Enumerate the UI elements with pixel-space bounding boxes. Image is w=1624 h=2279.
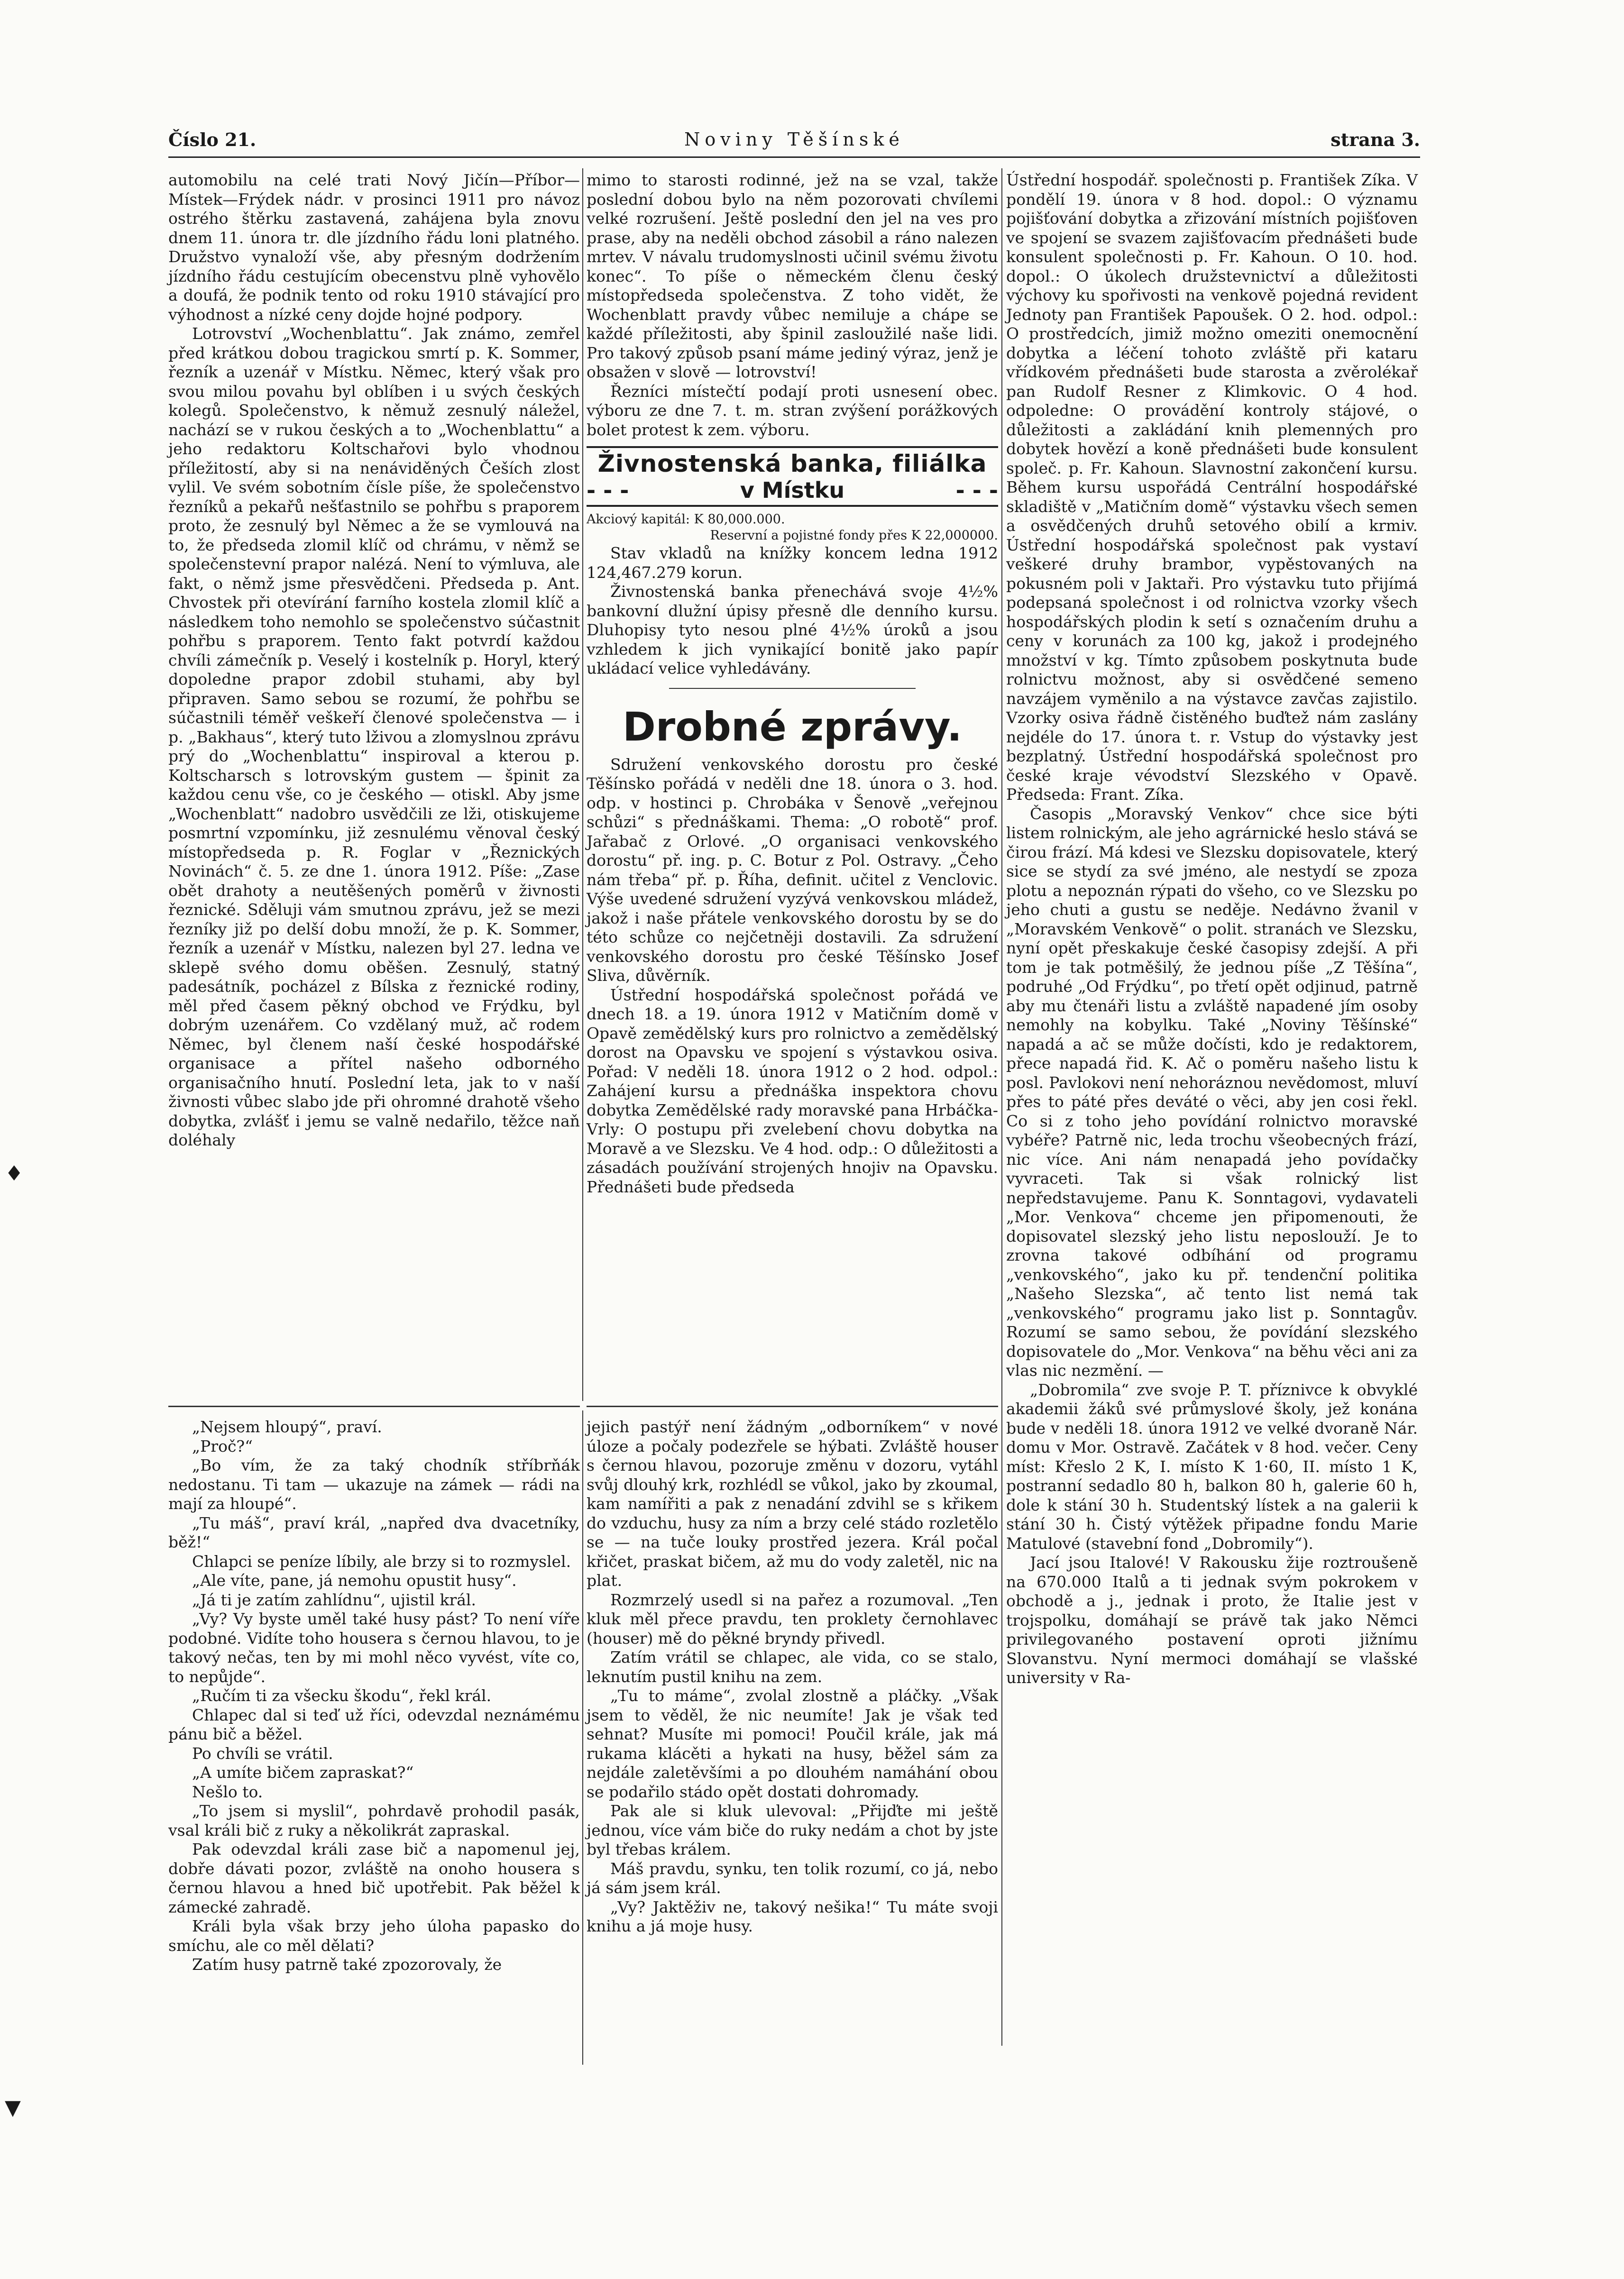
page-header: [168, 124, 1420, 153]
feuilleton-line: Zatím vrátil se chlapec, ale vida, co se stalo, leknutím pustil knihu na zem.: [587, 1648, 998, 1686]
column-divider-lower: [582, 1410, 583, 2065]
article-continuation: mimo to starosti rodinné, jež na se vzal, takže poslední dobou bylo na něm pozorovati chvílemi velké rozrušení. Ještě poslední den jel na ves pro prase, aby na neděli obchod zásobil a ráno nalezen mrtev. V návalu trudomyslnosti učinil svému životu konec“. To píše o německém členu český místopředseda společenstva. Z toho vidět, že Wochenblatt pravdy vůbec nemiluje a chápe se každé příležitosti, aby špinil zasloužilé naše lidi. Pro takový způsob psaní máme jediný výraz, jenž je obsažen v slově — lotrovství!: [587, 171, 998, 381]
column-3: [1006, 171, 1418, 2067]
feuilleton-line: „Tu máš“, praví král, „napřed dva dvacetníky, běž!“: [168, 1513, 580, 1551]
feuilleton-rule-right: [587, 1406, 998, 1407]
article-kurs-continuation: Ústřední hospodář. společnosti p. František Zíka. V pondělí 19. února v 8 hod. dopol.: O významu pojišťování dobytka a zřizování místních pojišťoven ve spojení se svazem zajišťovacím přednášeti bude konsulent společnosti p. Fr. Kahoun. O 10. hod. dopol.: O úkolech družstevnictví a důležitosti výchovy ku spořivosti na venkově pojedná revident Jednoty pan František Papoušek. O 2. hod. odpol.: O prostředcích, jimiž možno omeziti onemocnění dobytka a léčení tohoto zvláště při kataru vřídkovém přednášeti bude starosta a zvěrolékař pan Rudolf Resner z Klimkovic. O 4 hod. odpoledne: O provádění kontroly stájové, o důležitosti a zakládání knih plemenných pro dobytek hovězí a koně přednášeti bude konsulent společ. p. Fr. Kahoun. Slavnostní zakončení kursu. Během kursu uspořádá Centrální hospodářské skladiště v „Matičním domě“ výstavku všech semen a osvědčených druhů setového obilí a krmiv. Ústřední hospodářská společnost pak vystaví veškeré druhy brambor, vypěstovaných na pokusném poli v Jaktaři. Pro výstavku tuto přijímá podepsaná společnost i od rolnictva vzorky všech hospodářských plodin k setí s označením druhu a ceny v korunách za 100 kg, jakož i prodejného množství v kg. Tímto způsobem poskytnuta bude rolnictvu možnost, aby si osvědčené semeno navzájem vyměnilo a na výstavce zavčas zajistilo. Vzorky osiva řádně čistěného buďtež nám zaslány nejdéle do 17. února t. r. Vstup do výstavky jest bezplatný. Ústřední hospodářská společnost pro české kraje vévodství Slezského v Opavě. Předseda: Frant. Zíka.: [1006, 171, 1418, 804]
feuilleton-line: Pak ale si kluk ulevoval: „Přijďte mi ještě jednou, více vám biče do ruky nedám a chot by jste byl třebas králem.: [587, 1802, 998, 1858]
feuilleton-line: „A umíte bičem zapraskat?“: [192, 1763, 414, 1782]
feuilleton-line: „Vy? Vy byste uměl také husy pást? To není víře podobné. Vidíte toho housera s černou hlavou, to je takový nečas, ten by mi mohl něco vyvést, víte co, to nepůjde“.: [168, 1610, 580, 1686]
dash-right: - - -: [955, 477, 998, 503]
feuilleton-line: Králi byla však brzy jeho úloha papasko do smíchu, ale co měl dělati?: [168, 1917, 580, 1955]
feuilleton-right: [587, 1418, 998, 1936]
article-reznici: Řezníci místečtí podají proti usnesení obec. výboru ze dne 7. t. m. stran zvýšení porážkových bolet protest k zem. výboru.: [587, 382, 998, 439]
feuilleton-line: „Ručím ti za všecku škodu“, řekl král.: [192, 1686, 492, 1705]
feuilleton-left: [168, 1418, 580, 1975]
bank-bonds: Živnostenská banka přenechává svoje 4½% bankovní dlužní úpisy přesně dle denního kursu. Dluhopisy tyto nesou plné 4½% úroků a jsou vzhledem k jich vynikající bonitě jako papír ukládací velice vyhledávány.: [587, 582, 998, 677]
column-1: [168, 171, 580, 1380]
article-ustredni: Ústřední hospodářská společnost pořádá ve dnech 18. a 19. února 1912 v Matičním domě v Opavě zemědělský kurs pro rolnictvo a zemědělský dorost na Opavsku ve spojení s výstavkou osiva. Pořad: V neděli 18. února 1912 o 2 hod. odpol.: Zahájení kursu a přednáška inspektora chovu dobytka Zemědělské rady moravské pana Hrbáčka-Vrly: O postupu při zvelebení chovu dobytka na Moravě a ve Slezsku. Ve 4 hod. odp.: O důležitosti a zásadách používání strojených hnojiv na Opavsku. Přednášeti bude předseda: [587, 985, 998, 1196]
issue-number: Číslo 21.: [168, 129, 257, 150]
dash-left: - - -: [587, 477, 629, 503]
feuilleton-line: Nešlo to.: [192, 1782, 263, 1801]
bank-capital: Akciový kapitál: K 80,000.000.: [587, 512, 785, 527]
margin-mark-icon: ▼: [5, 2096, 21, 2120]
feuilleton-line: „To jsem si myslil“, pohrdavě prohodil pasák, vsal králi bič z ruky a několikrát zapraskal.: [168, 1802, 580, 1840]
feuilleton-line: Chlapec dal si teď už říci, odevzdal neznámému pánu bič a běžel.: [168, 1705, 580, 1743]
feuilleton-line: Pak odevzdal králi zase bič a napomenul jej, dobře dávati pozor, zvláště na onoho housera s černou hlavou a hned bič upotřebit. Pak běžel k zámecké zahradě.: [168, 1840, 580, 1916]
bank-advert: [587, 446, 998, 507]
article-moravsky-venkov: Časopis „Moravský Venkov“ chce sice býti listem rolnickým, ale jeho agrárnické heslo stává se čirou frází. Má kdesi ve Slezsku dopisovatele, který sice se stydí za své jméno, ale nestydí se zpoza plotu a nepoznán rýpati do všeho, co ve Slezsku po jeho chuti a gustu se neděje. Nedávno žvanil v „Moravském Venkově“ o polit. stranách ve Slezsku, nyní opět přeskakuje české časopisy zdejší. A při tom je tak potměšilý, že jednou píše „Z Těšína“, podruhé „Od Frýdku“, po třetí opět odjinud, patrně aby mu čtenáři listu a zvláště napadené jím osoby nemohly na kobylku. Také „Noviny Těšínské“ napadá a ač se může dočísti, kdo je redaktorem, přece napadá řid. K. Ač o poměru našeho listu k posl. Pavlokovi není nehoráznou nevědomost, mluví přes to páté přes deváté o věci, aby jen cosi řekl. Co si z toho jeho povídání rolnictvo moravské vybéře? Patrně nic, leda trochu všeobecných frází, nic více. Ani nám nenapadá jeho povídačky vyvraceti. Tak si však rolnický list nepředstavujeme. Panu K. Sonntagovi, vydavateli „Mor. Venkova“ chceme jen připomenouti, že dopisovatel slezský jeho listu neposlouží. Je to zrovna takové odbíhání od programu „venkovského“, jako ku př. tendenční politika „Našeho Slezska“, ač tento list nemá tak „venkovského“ programu jako list p. Sonntagův. Rozumí se samo sebou, že povídání slezského dopisovatele do „Mor. Venkova“ na běhu věci ani za vlas nic nezmění. —: [1006, 804, 1418, 1380]
header-rule: [168, 156, 1420, 158]
bank-city: v Místku: [740, 477, 845, 503]
feuilleton-line: „Vy? Jaktěživ ne, takový nešika!“ Tu máte svoji knihu a já moje husy.: [587, 1897, 998, 1935]
article-dobromila: „Dobromila“ zve svoje P. T. příznivce k obvyklé akademii žáků své průmyslové školy, jež konána bude v neděli 18. února 1912 ve velké dvoraně Nár. domu v Mor. Ostravě. Začátek v 8 hod. večer. Ceny míst: Křeslo 2 K, I. místo K 1·60, II. místo 1 K, postranní sedadlo 80 h, balkon 80 h, galerie 60 h, dole k stání 30 h. Studentský lístek a na galerii k stání 30 h. Čistý výtěžek připadne fondu Marie Matulové (stavební fond „Dobromily“).: [1006, 1380, 1418, 1553]
article-sdruzeni: Sdružení venkovského dorostu pro české Těšínsko pořádá v neděli dne 18. února o 3. hod. odp. v hostinci p. Chrobáka v Šenově „veřejnou schůzi“ s přednáškami. Thema: „O robotě“ prof. Jařabač z Orlové. „O organisaci venkovského dorostu“ př. ing. p. C. Botur z Pol. Ostravy. „Čeho nám třeba“ př. p. Říha, definit. učitel z Venclovic. Výše uvedené sdružení vyzývá venkovskou mládež, jakož i naše přátele venkovského dorostu by se do této schůze co nejčetněji dostavili. Za sdružení venkovského dorostu pro české Těšínsko Josef Sliva, důvěrník.: [587, 755, 998, 985]
column-2: [587, 171, 998, 1380]
bank-subtitle: [587, 477, 998, 503]
page-number: strana 3.: [1330, 129, 1420, 150]
separator: [669, 688, 916, 689]
newspaper-title: Noviny Těšínské: [684, 129, 904, 150]
feuilleton-line: Máš pravdu, synku, ten tolik rozumí, co já, nebo já sám jsem král.: [587, 1859, 998, 1897]
bank-deposits: Stav vkladů na knížky koncem ledna 1912 124,467.279 korun.: [587, 544, 998, 582]
feuilleton-line: „Tu to máme“, zvolal zlostně a pláčky. „Však jsem to věděl, že nic neumíte! Jak je však ted sehnat? Musíte mi pomoci! Poučil krále, jak má rukama klácěti a hykati na husy, běžel sám za nejdále zaletěvšími a po dlouhém namáhání obou se podařilo stádo opět dostati dohromady.: [587, 1686, 998, 1801]
column-divider-2: [1001, 168, 1002, 2046]
article-lotrovstvi: Lotrovství „Wochenblattu“. Jak známo, zemřel před krátkou dobou tragickou smrtí p. K. Sommer, řezník a uzenář v Místku. Němec, který však pro svou milou povahu byl oblíben i u svých českých kolegů. Společenstvo, k němuž zesnulý náležel, nachází se v rukou českých a to „Wochenblattu“ a jeho redaktoru Koltschařovi bylo vhodnou příležitostí, aby si na nenáviděných Češích zlost vylil. Ve svém sobotním čísle píše, že společenstvo řezníků a pekařů nešťastnilo se pohřbu s praporem proto, že zesnulý byl Němec a že se vymlouvá na to, že předseda zlomil klíč od chrámu, v němž se společenstevní prapor nalézá. Není to výmluva, ale fakt, o němž jsme přesvědčeni. Předseda p. Ant. Chvostek při otevírání farního kostela zlomil klíč a následkem toho nemohlo se společenstvo súčastnit pohřbu s praporem. Tento fakt potvrdí každou chvíli zámečník p. Veselý i kostelník p. Horyl, který dopoledne prapor zdobil stuhami, aby byl připraven. Samo sebou se rozumí, že pohřbu se súčastnili téměř veškeří členové společenstva — i p. „Bakhaus“, který tuto lživou a zlomyslnou zprávu prý do „Wochenblattu“ inspiroval a kterou p. Koltscharsch s lotrovským gustem — špinit za každou cenu vše, co je českého — otiskl. Aby jsme „Wochenblatt“ nadobro usvědčili ze lži, otiskujeme posmrtní vzpomínku, již zesnulému věnoval český místopředseda p. R. Foglar v „Řeznických Novinách“ č. 5. ze dne 1. února 1912. Píše: „Zase obět drahoty a neutěšených poměrů v živnosti řeznické. Sděluji vám smutnou zprávu, jež se mezi řezníky již po delší dobu množí, že p. K. Sommer, řezník a uzenář v Místku, nalezen byl 27. ledna ve sklepě svého domu oběšen. Zesnulý, statný padesátník, pocházel z Bílska z řeznické rodiny, měl před časem pěkný obchod ve Frýdku, byl dobrým uzenářem. Co vzdělaný muž, ač rodem Němec, byl členem naší české hospodářské organisace a přítel našeho odborného organisačního hnutí. Poslední leta, jak to v naší živnosti vůbec slabo jde při ohromné drahotě všeho dobytka, zvlášť i jemu se valně nedařilo, těžce naň doléhaly: [168, 324, 580, 1149]
article-italove: Jací jsou Italové! V Rakousku žije roztroušeně na 670.000 Italů a ti jednak svým pokrokem v obchodě a j., jednak i proto, že Italie jest v trojspolku, domáhají se právě tak jako Němci privilegovaného postavení oproti jižnímu Slovanstvu. Nyní mermoci domáhají se vlašské university v Ra-: [1006, 1553, 1418, 1687]
feuilleton-line: Chlapci se peníze líbily, ale brzy si to rozmyslel.: [192, 1552, 571, 1571]
bank-reserve: Reservní a pojistné fondy přes K 22,000000.: [710, 528, 998, 543]
feuilleton-line: Zatím husy patrně také zpozorovaly, že: [192, 1955, 502, 1974]
margin-mark-icon: ♦: [5, 1162, 24, 1186]
bank-title: Živnostenská banka, filiálka: [597, 450, 987, 477]
section-heading: Drobné zprávy.: [623, 703, 962, 750]
column-divider-1: [582, 168, 583, 1401]
feuilleton-line: „Bo vím, že za taký chodník stříbrňák nedostanu. Ti tam — ukazuje na zámek — rádi na mají za hloupé“.: [168, 1456, 580, 1513]
article-automobile: automobilu na celé trati Nový Jičín—Příbor—Místek—Frýdek nádr. v prosinci 1911 pro návoz ostrého štěrku zastavená, zahájena byla znovu dnem 11. února tr. dle jízdního řádu loni platného. Družstvo vynaloží vše, aby přesným dodržením jízdního řádu cestujícím obecenstvu plně vyhovělo a doufá, že podnik tento od roku 1910 stávající pro výhodnost a nízké ceny dojde hojné podpory.: [168, 171, 580, 324]
feuilleton-line: „Proč?“: [192, 1437, 253, 1455]
feuilleton-line: Po chvíli se vrátil.: [192, 1744, 333, 1763]
feuilleton-line: „Ale víte, pane, já nemohu opustit husy“.: [192, 1571, 517, 1590]
feuilleton-line: jejich pastýř není žádným „odborníkem“ v nové úloze a počaly podezřele se hýbati. Zvláště houser s černou hlavou, pozoruje změnu v dozoru, vytáhl svůj dlouhý krk, rozhlédl se vůkol, jako by zkoumal, kam namířiti a pak z nenadání zdvihl se s křikem do vzduchu, husy za ním a brzy celé stádo rozletělo se — na tuče louky prostřed jezera. Král počal křičet, praskat bičem, až mu do vody zaletěl, nic na plat.: [587, 1418, 998, 1590]
feuilleton-line: Rozmrzelý usedl si na pařez a rozumoval. „Ten kluk měl přece pravdu, ten proklety černohlavec (houser) mě do pěkné bryndy přivedl.: [587, 1590, 998, 1647]
feuilleton-line: „Nejsem hloupý“, praví.: [192, 1418, 382, 1436]
feuilleton-line: „Já ti je zatím zahlídnu“, ujistil král.: [192, 1590, 476, 1609]
feuilleton-rule-left: [168, 1406, 580, 1407]
